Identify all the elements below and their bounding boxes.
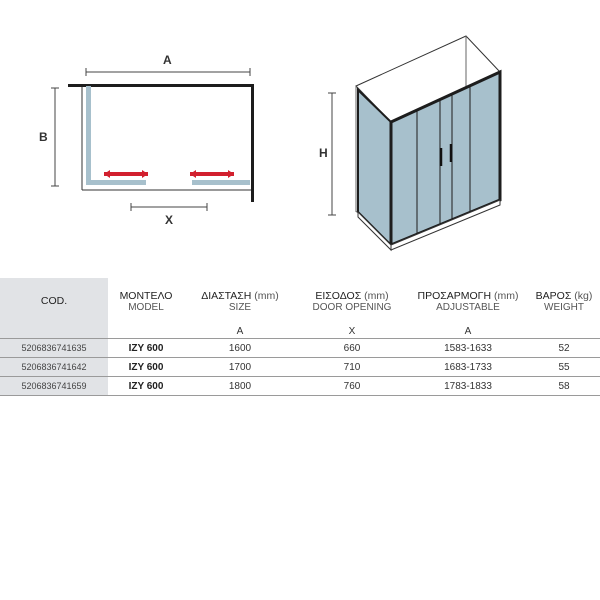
cell-adjustable: 1683-1733 — [408, 358, 528, 377]
cell-model: IZY 600 — [108, 377, 184, 396]
table-row — [0, 358, 600, 377]
cell-weight: 55 — [528, 358, 600, 377]
subheader-adjustable: A — [464, 325, 472, 337]
cell-code: 5206836741659 — [0, 377, 108, 396]
cell-model: IZY 600 — [108, 339, 184, 358]
dimension-diagrams — [0, 0, 600, 260]
header-model: ΜΟΝΤΕΛΟ MODEL — [119, 289, 173, 313]
cell-model: IZY 600 — [108, 358, 184, 377]
cell-code: 5206836741635 — [0, 339, 108, 358]
specifications-table — [0, 278, 600, 396]
cell-size: 1700 — [184, 358, 296, 377]
table-row — [0, 339, 600, 358]
table-subheader-row — [0, 324, 600, 339]
header-door-opening: ΕΙΣΟΔΟΣ (mm) DOOR OPENING — [312, 289, 392, 313]
header-code: COD. — [0, 278, 108, 324]
dimension-h-label: H — [319, 146, 328, 160]
cell-weight: 58 — [528, 377, 600, 396]
perspective-view-diagram — [0, 0, 600, 260]
header-weight: ΒΑΡΟΣ (kg) WEIGHT — [535, 289, 593, 313]
cell-code: 5206836741642 — [0, 358, 108, 377]
table-row — [0, 377, 600, 396]
cell-door: 760 — [296, 377, 408, 396]
cell-adjustable: 1783-1833 — [408, 377, 528, 396]
header-adjustable: ΠΡΟΣΑΡΜΟΓΗ (mm) ADJUSTABLE — [417, 289, 519, 313]
cell-adjustable: 1583-1633 — [408, 339, 528, 358]
cell-size: 1800 — [184, 377, 296, 396]
cell-door: 710 — [296, 358, 408, 377]
dimension-a-label: A — [163, 53, 172, 67]
subheader-door: X — [348, 325, 356, 337]
table-header-row — [0, 278, 600, 324]
cell-door: 660 — [296, 339, 408, 358]
subheader-size: A — [236, 325, 244, 337]
header-size: ΔΙΑΣΤΑΣΗ (mm) SIZE — [201, 289, 279, 313]
cell-weight: 52 — [528, 339, 600, 358]
cell-size: 1600 — [184, 339, 296, 358]
dimension-x-label: X — [165, 213, 174, 227]
dimension-b-label: B — [39, 130, 48, 144]
